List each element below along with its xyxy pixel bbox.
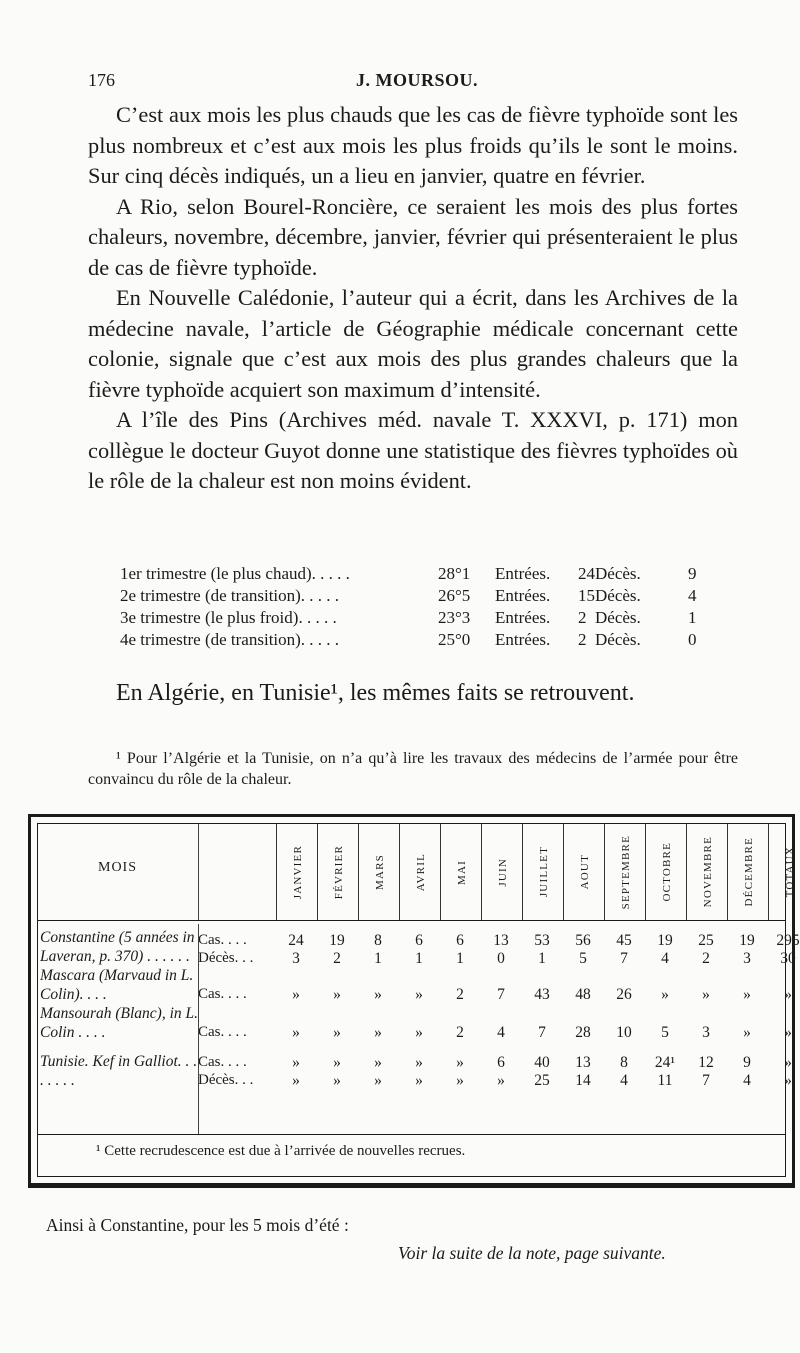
table-footnote: ¹ Cette recrudescence est due à l’arrivée de nouvelles recrues. [96, 1143, 466, 1159]
stat-entrees: 2 [578, 608, 587, 627]
table-cell: 25 [534, 1072, 550, 1089]
table-cell: » [784, 986, 792, 1003]
month-header [727, 824, 769, 920]
stat-entrees-label: Entrées. [495, 586, 551, 605]
stat-temp: 28°1 [438, 564, 471, 583]
month-header-label: JANVIER [291, 844, 304, 900]
table-cell: 3 [743, 950, 751, 967]
month-header [768, 824, 800, 920]
table-cell: 56 [575, 932, 591, 949]
table-cell: 9 [743, 1054, 751, 1071]
table-cell: » [374, 1054, 382, 1071]
stat-entrees: 2 [578, 630, 587, 649]
table-cell: » [292, 986, 300, 1003]
table-cell: 5 [579, 950, 587, 967]
table-cell: » [456, 1072, 464, 1089]
table-cell: 11 [657, 1072, 673, 1089]
table-cell: 26 [616, 986, 632, 1003]
table-cell: 24¹ [654, 1054, 676, 1071]
row-label-divider [198, 824, 199, 920]
table-cell: 19 [657, 932, 673, 949]
running-author: J. MOURSOU. [356, 70, 478, 90]
month-header [440, 824, 482, 920]
row-label: Tunisie. Kef in Galliot. . . . . . . . [40, 1053, 198, 1089]
table-cell: » [292, 1072, 300, 1089]
month-header [686, 824, 728, 920]
table-cell: » [374, 986, 382, 1003]
table-cell: 4 [743, 1072, 751, 1089]
stat-row [120, 607, 710, 629]
month-header [399, 824, 441, 920]
stat-temp: 23°3 [438, 608, 471, 627]
month-header [604, 824, 646, 920]
table-cell: » [333, 1024, 341, 1041]
stat-label: 2e trimestre (de transition). . . . . [120, 586, 340, 605]
table-cell: » [784, 1024, 792, 1041]
table-cell: 12 [698, 1054, 714, 1071]
month-header [481, 824, 523, 920]
table-cell: » [415, 1024, 423, 1041]
paragraph-2: A Rio, selon Bourel-Roncière, ce seraient les mois des plus fortes chaleurs, novembre, décembre, janvier, février qui présenteraient le plus de cas de fièvre typhoïde. [88, 193, 738, 280]
table-cell: » [702, 986, 710, 1003]
table-cell: 4 [661, 950, 669, 967]
table-cell: 19 [329, 932, 345, 949]
stat-deces-label: Décès. [595, 564, 641, 583]
table-cell: » [743, 1024, 751, 1041]
table-cell: 6 [456, 932, 464, 949]
table-cell: » [784, 1054, 792, 1071]
month-header-label: AVRIL [414, 852, 427, 892]
stat-deces: 0 [688, 630, 697, 649]
table-cell: » [292, 1024, 300, 1041]
table-cell: 13 [575, 1054, 591, 1071]
month-header-label: AOUT [578, 854, 591, 890]
row-label: Mascara (Marvaud in L. Colin). . . . [40, 967, 194, 1003]
table-cell: 40 [534, 1054, 550, 1071]
month-header [358, 824, 400, 920]
month-header [522, 824, 564, 920]
table-cell: 6 [497, 1054, 505, 1071]
stat-entrees: 15 [578, 586, 595, 605]
table-cell: 7 [538, 1024, 546, 1041]
month-header-label: JUILLET [537, 846, 550, 898]
table-cell: 48 [575, 986, 591, 1003]
month-header [563, 824, 605, 920]
paragraph-3: En Nouvelle Calédonie, l’auteur qui a écrit, dans les Archives de la médecine navale, l’article de Géographie médicale concernant cette colonie, signale que c’est aux mois des plus grandes chaleurs que la fièvre typhoïde acquiert son maximum d’intensité. [88, 285, 738, 402]
table-cell: 24 [288, 932, 304, 949]
table-cell: 53 [534, 932, 550, 949]
table-cell: 3 [702, 1024, 710, 1041]
table-cell: 30 [780, 950, 796, 967]
month-header-label: NOVEMBRE [701, 836, 714, 908]
footnote-text: ¹ Pour l’Algérie et la Tunisie, on n’a qu’à lire les travaux des médecins de l’armée pour être convaincu du rôle de la chaleur. [88, 750, 738, 788]
table-cell: 6 [415, 932, 423, 949]
paragraph-1: C’est aux mois les plus chauds que les cas de fièvre typhoïde sont les plus nombreux et c’est aux mois les plus froids qu’ils le sont le moins. Sur cinq décès indiqués, un a lieu en janvier, quatre en février. [88, 102, 738, 188]
table-header [38, 824, 796, 921]
stat-entrees-label: Entrées. [495, 608, 551, 627]
month-header-label: TOTAUX [783, 846, 796, 898]
quarterly-statistics [120, 563, 710, 651]
table-body [38, 924, 800, 1134]
table-cell: 5 [661, 1024, 669, 1041]
table-cell: 28 [575, 1024, 591, 1041]
table-cell: 25 [698, 932, 714, 949]
table-cell: 43 [534, 986, 550, 1003]
table-cell: 7 [702, 1072, 710, 1089]
table-cell: » [661, 986, 669, 1003]
table-cell: 2 [456, 1024, 464, 1041]
table-cell: 295 [776, 932, 800, 949]
table-cell: 0 [497, 950, 505, 967]
body-text [88, 100, 738, 497]
table-cell: 19 [739, 932, 755, 949]
table-cell: 7 [497, 986, 505, 1003]
table-cell: » [415, 986, 423, 1003]
row-kind: Cas. . . . [198, 986, 247, 1002]
mois-header: MOIS [98, 860, 138, 875]
stat-deces: 9 [688, 564, 697, 583]
table-cell: » [333, 1054, 341, 1071]
table-cell: » [743, 986, 751, 1003]
stat-deces: 1 [688, 608, 697, 627]
row-kind: Cas. . . . [198, 1024, 247, 1040]
table-cell: 1 [415, 950, 423, 967]
table-cell: 8 [374, 932, 382, 949]
stat-label: 4e trimestre (de transition). . . . . [120, 630, 340, 649]
table-cell: 14 [575, 1072, 591, 1089]
row-kind: Décès. . . [198, 1072, 254, 1088]
stat-deces-label: Décès. [595, 630, 641, 649]
stat-deces: 4 [688, 586, 697, 605]
paragraph-4: A l’île des Pins (Archives méd. navale T. XXXVI, p. 171) mon collègue le docteur Guyot donne une statistique des fièvres typhoïdes où le rôle de la chaleur est non moins évident. [88, 407, 738, 493]
stat-label: 3e trimestre (le plus froid). . . . . [120, 608, 337, 627]
table-cell: 1 [374, 950, 382, 967]
footnote [88, 748, 738, 790]
continuation-text: Ainsi à Constantine, pour les 5 mois d’été : [46, 1215, 349, 1235]
table-cell: » [374, 1024, 382, 1041]
table-cell: 1 [456, 950, 464, 967]
stat-row [120, 629, 710, 651]
table-cell: 1 [538, 950, 546, 967]
table-cell: 2 [333, 950, 341, 967]
stat-label: 1er trimestre (le plus chaud). . . . . [120, 564, 350, 583]
stat-deces-label: Décès. [595, 586, 641, 605]
stat-entrees-label: Entrées. [495, 630, 551, 649]
month-header-label: MAI [455, 859, 468, 885]
table-cell: 10 [616, 1024, 632, 1041]
table-cell: » [333, 1072, 341, 1089]
stat-deces-label: Décès. [595, 608, 641, 627]
month-header-label: JUIN [496, 857, 509, 887]
closing-sentence: En Algérie, en Tunisie¹, les mêmes faits se retrouvent. [116, 680, 635, 706]
row-kind: Cas. . . . [198, 932, 247, 948]
table-cell: 7 [620, 950, 628, 967]
month-header-label: FÉVRIER [332, 844, 345, 900]
stat-temp: 26°5 [438, 586, 471, 605]
month-header-label: DÉCEMBRE [742, 837, 755, 907]
table-footnote-area [38, 1134, 785, 1179]
table-cell: 4 [620, 1072, 628, 1089]
row-label-divider [198, 924, 199, 1134]
table-cell: » [374, 1072, 382, 1089]
table-cell: 2 [702, 950, 710, 967]
month-header-label: MARS [373, 854, 386, 890]
month-header [276, 824, 318, 920]
table-frame [37, 823, 800, 1177]
row-label: Constantine (5 années in Laveran, p. 370) . . . . . . [40, 929, 195, 965]
page-number: 176 [88, 70, 115, 90]
month-header [645, 824, 687, 920]
month-header-label: OCTOBRE [660, 842, 673, 902]
stat-temp: 25°0 [438, 630, 471, 649]
table-cell: 13 [493, 932, 509, 949]
stat-entrees: 24 [578, 564, 595, 583]
row-label: Mansourah (Blanc), in L. Colin . . . . [40, 1005, 199, 1041]
stat-row [120, 563, 710, 585]
table-cell: 3 [292, 950, 300, 967]
table-cell: » [456, 1054, 464, 1071]
table-cell: 2 [456, 986, 464, 1003]
table-cell: » [784, 1072, 792, 1089]
table-cell: 45 [616, 932, 632, 949]
see-next-page-note: Voir la suite de la note, page suivante. [398, 1243, 666, 1263]
running-header [88, 70, 748, 100]
table-cell: » [415, 1072, 423, 1089]
stat-entrees-label: Entrées. [495, 564, 551, 583]
stat-row [120, 585, 710, 607]
month-header-label: SEPTEMBRE [619, 834, 632, 910]
table-cell: » [415, 1054, 423, 1071]
row-kind: Cas. . . . [198, 1054, 247, 1070]
table-cell: 4 [497, 1024, 505, 1041]
month-header [317, 824, 359, 920]
table-cell: » [333, 986, 341, 1003]
table-cell: » [497, 1072, 505, 1089]
monthly-table [28, 814, 800, 1188]
row-kind: Décès. . . [198, 950, 254, 966]
table-cell: » [292, 1054, 300, 1071]
table-cell: 8 [620, 1054, 628, 1071]
